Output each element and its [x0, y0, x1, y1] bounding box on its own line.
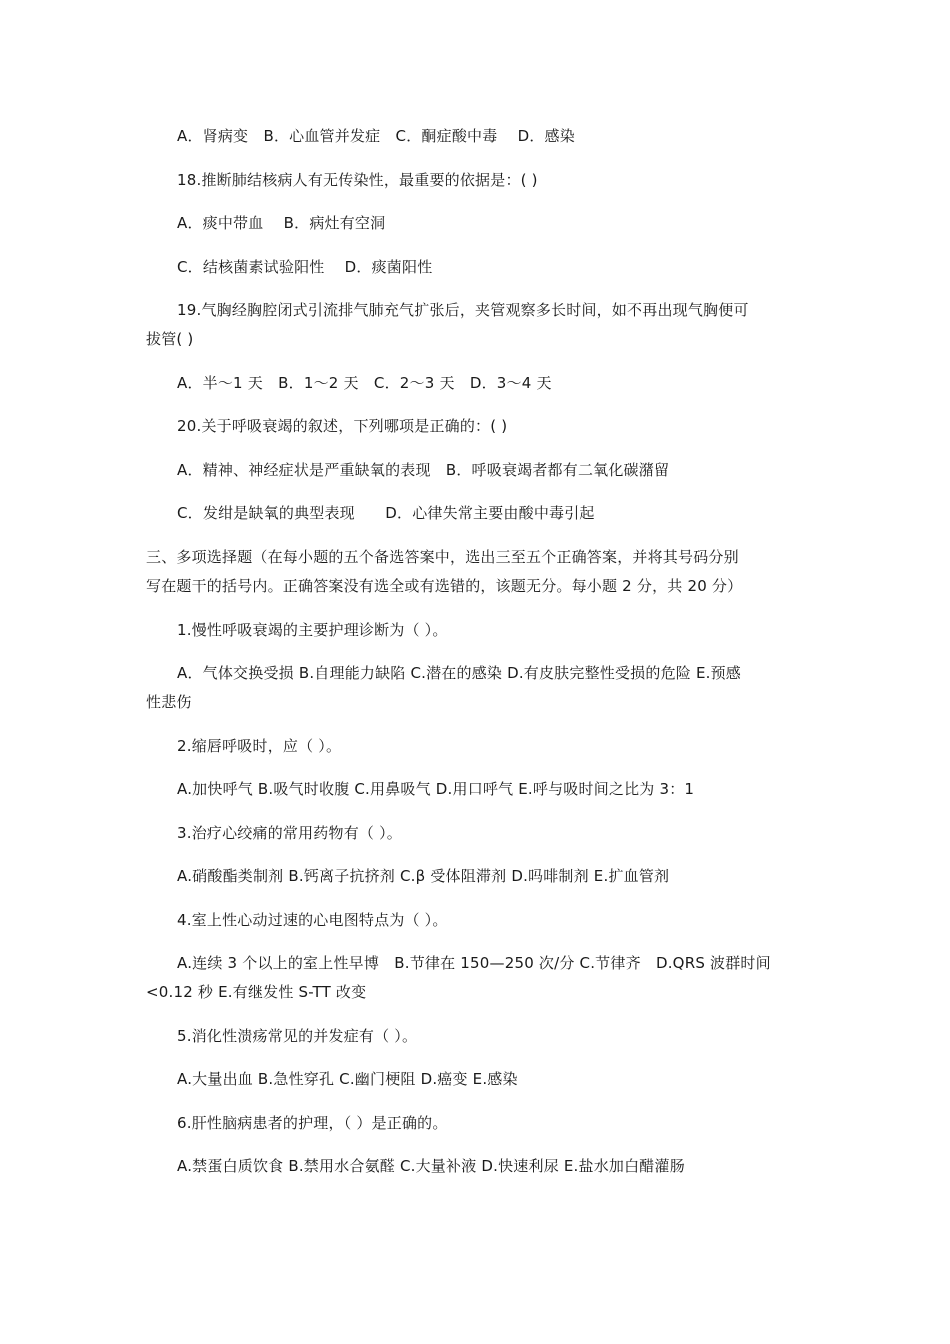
mq6-stem: 6.肝性脑病患者的护理，（ ）是正确的。	[177, 1114, 448, 1132]
q17-options: A．肾病变 B．心血管并发症 C．酮症酸中毒 D．感染	[177, 127, 575, 145]
section-heading-cont: 写在题干的括号内。正确答案没有选全或有选错的，该题无分。每小题 2 分，共 20 分）	[146, 577, 743, 595]
mq3-stem: 3.治疗心绞痛的常用药物有（ ）。	[177, 824, 402, 842]
mq1-stem: 1.慢性呼吸衰竭的主要护理诊断为（ ）。	[177, 621, 448, 639]
mq1-options: A．气体交换受损 B.自理能力缺陷 C.潜在的感染 D.有皮肤完整性受损的危险 E.预感	[177, 664, 742, 682]
mq4-options: A.连续 3 个以上的室上性早博 B.节律在 150—250 次/分 C.节律齐 D.QRS 波群时间	[177, 954, 771, 972]
mq2-options: A.加快呼气 B.吸气时收腹 C.用鼻吸气 D.用口呼气 E.呼与吸时间之比为 3：1	[177, 780, 695, 798]
section-heading: 三、多项选择题（在每小题的五个备选答案中，选出三至五个正确答案，并将其号码分别	[146, 548, 739, 566]
mq2-stem: 2.缩唇呼吸时，应（ ）。	[177, 737, 342, 755]
q20-options-ab: A．精神、神经症状是严重缺氧的表现 B．呼吸衰竭者都有二氧化碳潴留	[177, 461, 670, 479]
q19-stem-cont: 拔管( )	[146, 330, 194, 348]
mq4-stem: 4.室上性心动过速的心电图特点为（ ）。	[177, 911, 448, 929]
q18-options-ab: A．痰中带血 B．病灶有空洞	[177, 214, 386, 232]
q18-stem: 18.推断肺结核病人有无传染性，最重要的依据是：( )	[177, 171, 538, 189]
mq5-options: A.大量出血 B.急性穿孔 C.幽门梗阻 D.癌变 E.感染	[177, 1070, 518, 1088]
q20-options-cd: C．发绀是缺氧的典型表现 D．心律失常主要由酸中毒引起	[177, 504, 595, 522]
mq3-options: A.硝酸酯类制剂 B.钙离子抗挤剂 C.β 受体阻滞剂 D.吗啡制剂 E.扩血管剂	[177, 867, 670, 885]
mq5-stem: 5.消化性溃疡常见的并发症有（ ）。	[177, 1027, 418, 1045]
q18-options-cd: C．结核菌素试验阳性 D．痰菌阳性	[177, 258, 433, 276]
q20-stem: 20.关于呼吸衰竭的叙述，下列哪项是正确的：( )	[177, 417, 508, 435]
q19-stem: 19.气胸经胸腔闭式引流排气肺充气扩张后，夹管观察多长时间，如不再出现气胸便可	[177, 301, 749, 319]
mq1-options-cont: 性悲伤	[146, 693, 192, 711]
mq6-options: A.禁蛋白质饮食 B.禁用水合氨醛 C.大量补液 D.快速利尿 E.盐水加白醋灌肠	[177, 1157, 685, 1175]
mq4-options-cont: <0.12 秒 E.有继发性 S-TT 改变	[146, 983, 367, 1001]
q19-options: A．半～1 天 B．1～2 天 C．2～3 天 D．3～4 天	[177, 374, 552, 392]
